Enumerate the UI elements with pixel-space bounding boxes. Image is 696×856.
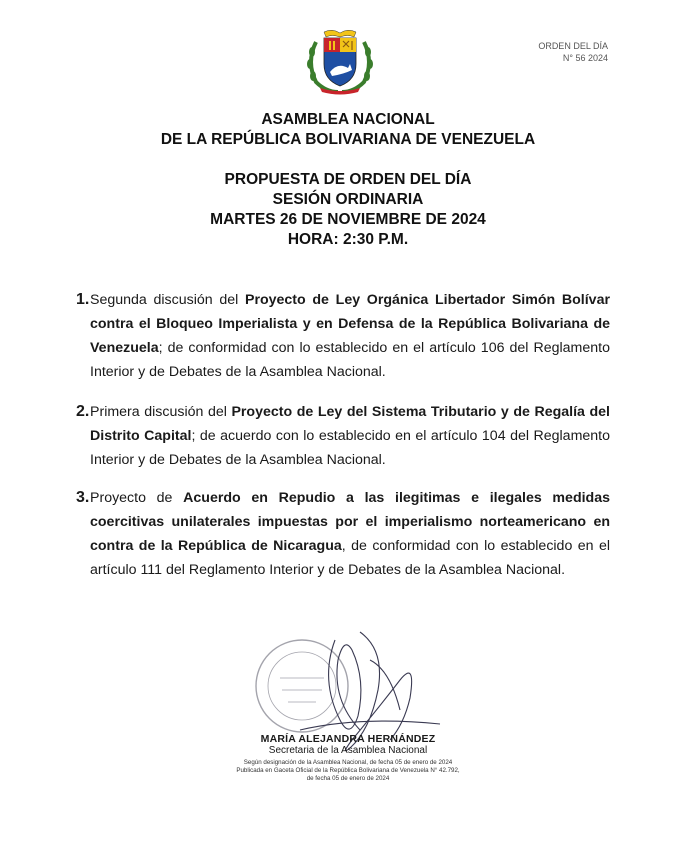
- signer-role: Secretaria de la Asamblea Nacional: [268, 745, 428, 756]
- agenda-item-basis: ; de acuerdo con lo establecido en el artículo 104 del Reglamento Interior y de Debates de la Asamblea Nacional.: [90, 428, 610, 468]
- session-time: HORA: 2:30 P.M.: [287, 231, 409, 248]
- agenda-item-intro: Primera discusión del: [90, 404, 232, 420]
- agenda-item-text: [90, 288, 610, 384]
- agenda-item-text: [90, 400, 610, 472]
- signer-name: MARÍA ALEJANDRA HERNÁNDEZ: [260, 733, 436, 745]
- agenda-item-number: 3.: [76, 489, 90, 506]
- agenda-item-intro: Segunda discusión del: [90, 292, 245, 308]
- agenda-item-subject: Proyecto de Ley Orgánica Libertador Simón Bolívar contra el Bloqueo Imperialista y en Defensa de la República Bolivariana de Venezuela: [90, 292, 610, 356]
- agenda-item-basis: , de conformidad con lo establecido en el artículo 111 del Reglamento Interior y de Debates de la Asamblea Nacional.: [90, 538, 610, 578]
- coat-of-arms-icon: [302, 28, 378, 96]
- agenda-item: [76, 288, 610, 384]
- session-type: SESIÓN ORDINARIA: [272, 191, 424, 208]
- signer-appointment-note: [0, 759, 696, 783]
- institution-country: DE LA REPÚBLICA BOLIVARIANA DE VENEZUELA: [160, 131, 536, 148]
- agenda-item: [76, 486, 610, 582]
- agenda-item-subject: Proyecto de Ley del Sistema Tributario y de Regalía del Distrito Capital: [90, 404, 610, 444]
- appointment-line: Según designación de la Asamblea Nacional, de fecha 05 de enero de 2024: [243, 759, 453, 766]
- agenda-title: PROPUESTA DE ORDEN DEL DÍA: [224, 171, 472, 188]
- agenda-item-basis: ; de conformidad con lo establecido en el artículo 106 del Reglamento Interior y de Debates de la Asamblea Nacional.: [90, 340, 610, 380]
- institution-name: ASAMBLEA NACIONAL: [261, 111, 435, 128]
- institution-header: [0, 110, 696, 150]
- reference-number: N° 56 2024: [562, 53, 608, 63]
- agenda-item: [76, 400, 610, 472]
- agenda-item-subject: Acuerdo en Repudio a las ilegitimas e ilegales medidas coercitivas unilaterales impuestas por el imperialismo norteamericano en contra de la República de Nicaragua: [90, 490, 610, 554]
- agenda-item-number: 2.: [76, 403, 90, 420]
- agenda-item-number: 1.: [76, 291, 90, 308]
- session-header: [0, 170, 696, 250]
- agenda-item-intro: Proyecto de: [90, 490, 184, 506]
- agenda-item-text: [90, 486, 610, 582]
- reference-label: ORDEN DEL DÍA: [538, 41, 608, 51]
- document-reference: [538, 40, 608, 64]
- session-date: MARTES 26 DE NOVIEMBRE DE 2024: [210, 211, 486, 228]
- gazette-date-line: de fecha 05 de enero de 2024: [306, 775, 390, 782]
- gazette-line: Publicada en Gaceta Oficial de la República Bolivariana de Venezuela N° 42.792,: [236, 767, 460, 774]
